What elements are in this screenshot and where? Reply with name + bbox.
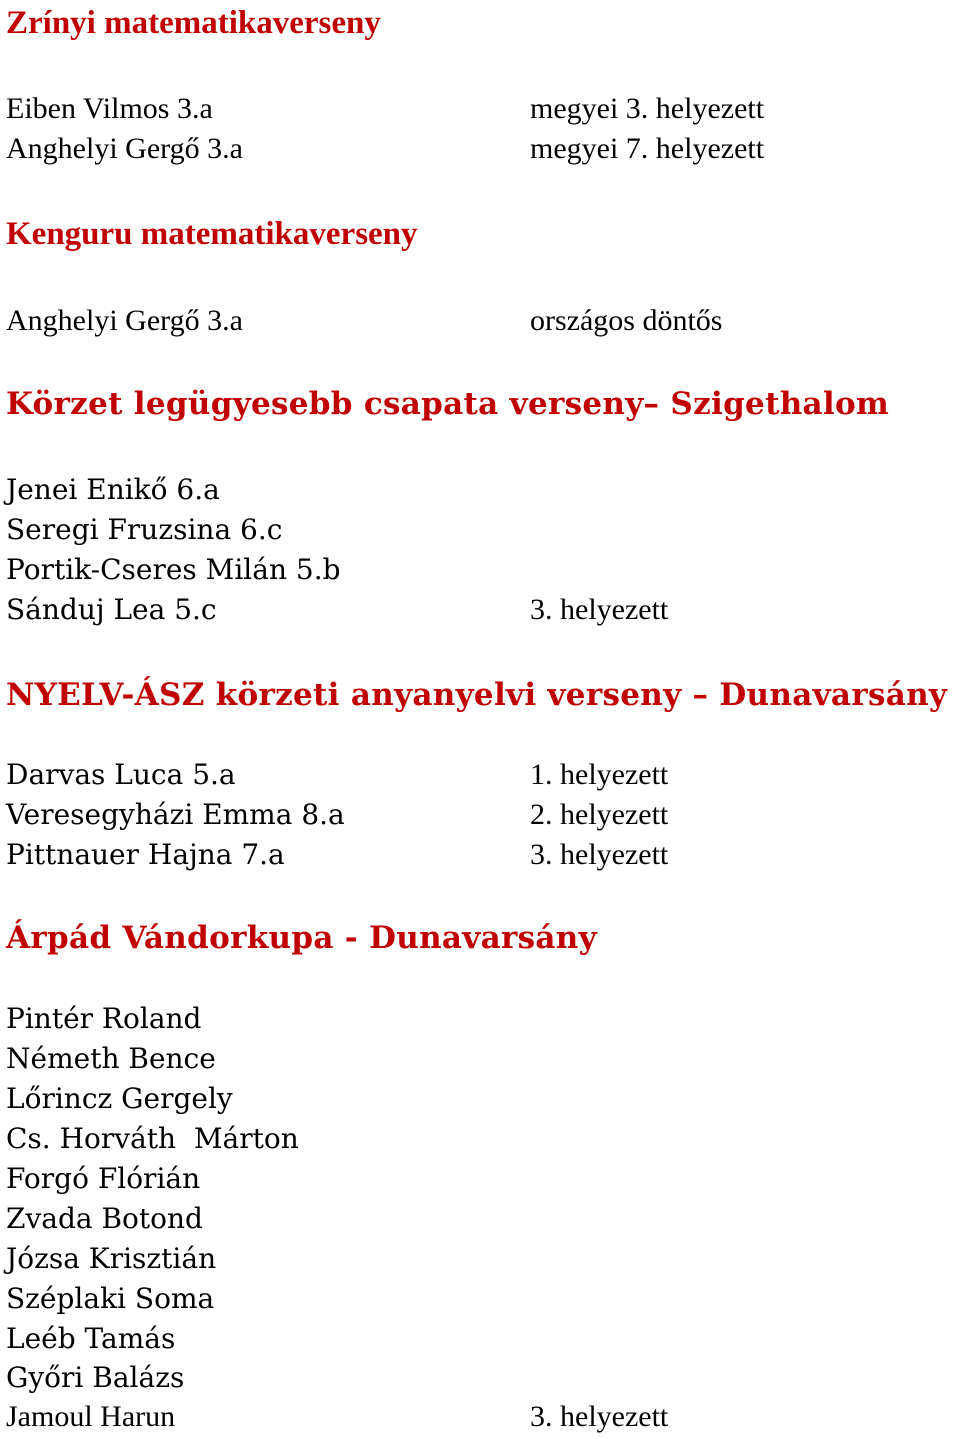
section-title-nyelv-asz: NYELV-ÁSZ körzeti anyanyelvi verseny – Dunavarsány [6, 677, 948, 713]
student-name: Darvas Luca 5.a [6, 758, 236, 791]
student-name: Lőrincz Gergely [6, 1082, 233, 1115]
student-name: Sánduj Lea 5.c [6, 593, 217, 626]
list-item [0, 1079, 960, 1119]
result-text: megyei 3. helyezett [530, 92, 765, 125]
result-text: országos döntős [530, 304, 723, 337]
list-item [0, 1279, 960, 1319]
result-text: 3. helyezett [530, 1400, 669, 1433]
list-item [0, 755, 960, 795]
list-item [0, 1199, 960, 1239]
section-title-korzet: Körzet legügyesebb csapata verseny– Szigethalom [6, 386, 890, 422]
result-text: megyei 7. helyezett [530, 132, 765, 165]
student-name: Portik-Cseres Milán 5.b [6, 553, 341, 586]
student-name: Anghelyi Gergő 3.a [6, 304, 243, 337]
section-title-kenguru: Kenguru matematikaverseny [6, 216, 418, 252]
list-item [0, 1319, 960, 1359]
list-item [0, 1119, 960, 1159]
list-item [0, 550, 960, 590]
student-name: Zvada Botond [6, 1202, 203, 1235]
student-name: Forgó Flórián [6, 1162, 201, 1195]
list-item [0, 1039, 960, 1079]
list-item [0, 590, 960, 630]
list-item [0, 1239, 960, 1279]
student-name: Pintér Roland [6, 1002, 202, 1035]
list-item [0, 999, 960, 1039]
result-text: 1. helyezett [530, 758, 669, 791]
student-name: Győri Balázs [6, 1361, 185, 1394]
student-name: Cs. Horváth Márton [6, 1122, 299, 1155]
result-text: 2. helyezett [530, 798, 669, 831]
list-item [0, 1159, 960, 1199]
student-name: Jenei Enikő 6.a [6, 473, 220, 506]
student-name: Németh Bence [6, 1042, 216, 1075]
student-name: Eiben Vilmos 3.a [6, 92, 213, 125]
student-name: Seregi Fruzsina 6.c [6, 513, 283, 546]
list-item [0, 470, 960, 510]
list-item [0, 1358, 960, 1398]
list-item [0, 835, 960, 875]
student-name: Pittnauer Hajna 7.a [6, 838, 285, 871]
student-name: Széplaki Soma [6, 1282, 215, 1315]
list-item [0, 1397, 960, 1437]
student-name: Józsa Krisztián [6, 1242, 217, 1275]
list-item [0, 89, 960, 129]
student-name: Veresegyházi Emma 8.a [6, 798, 345, 831]
list-item [0, 795, 960, 835]
list-item [0, 129, 960, 169]
result-text: 3. helyezett [530, 593, 669, 626]
student-name: Jamoul Harun [6, 1400, 176, 1433]
result-text: 3. helyezett [530, 838, 669, 871]
section-title-arpad-vandorkupa: Árpád Vándorkupa - Dunavarsány [6, 920, 597, 956]
list-item [0, 301, 960, 341]
list-item [0, 510, 960, 550]
student-name: Leéb Tamás [6, 1322, 176, 1355]
student-name: Anghelyi Gergő 3.a [6, 132, 243, 165]
section-title-zrinyi: Zrínyi matematikaverseny [6, 5, 381, 41]
